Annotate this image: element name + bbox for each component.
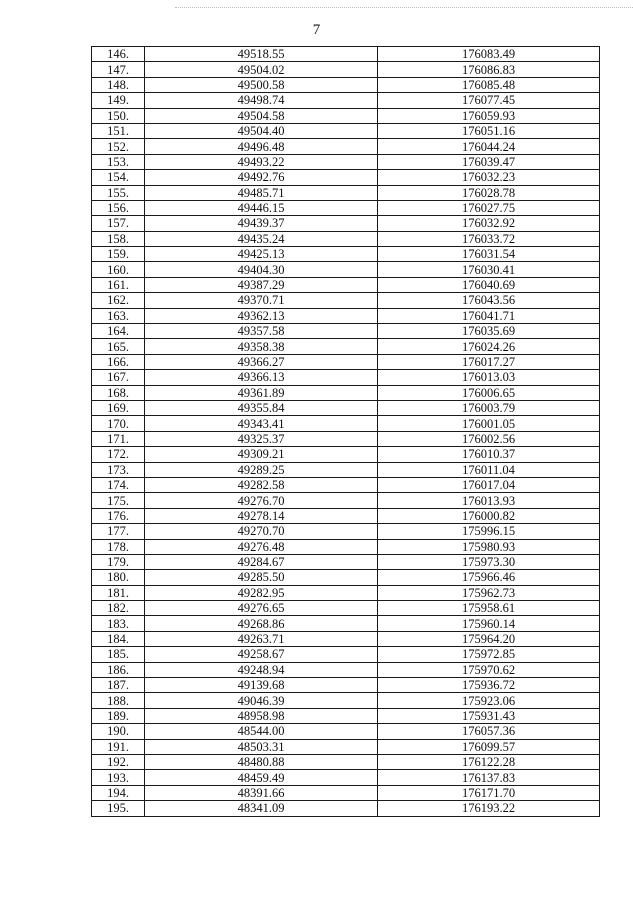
table-row — [92, 616, 600, 631]
y-coordinate-cell: 176086.83 — [378, 62, 600, 77]
y-coordinate-cell: 175936.72 — [378, 678, 600, 693]
point-number-cell: 171. — [92, 431, 145, 446]
y-coordinate-cell: 176085.48 — [378, 77, 600, 92]
y-coordinate-cell: 176001.05 — [378, 416, 600, 431]
x-coordinate-cell: 48391.66 — [145, 785, 378, 800]
table-row — [92, 754, 600, 769]
x-coordinate-cell: 48958.98 — [145, 708, 378, 723]
y-coordinate-cell: 176031.54 — [378, 247, 600, 262]
table-row — [92, 293, 600, 308]
point-number-cell: 155. — [92, 185, 145, 200]
point-number-cell: 154. — [92, 170, 145, 185]
table-row — [92, 185, 600, 200]
y-coordinate-cell: 175972.85 — [378, 647, 600, 662]
table-row — [92, 170, 600, 185]
table-row — [92, 708, 600, 723]
table-row — [92, 416, 600, 431]
table-row — [92, 493, 600, 508]
table-row — [92, 631, 600, 646]
point-number-cell: 183. — [92, 616, 145, 631]
x-coordinate-cell: 49258.67 — [145, 647, 378, 662]
y-coordinate-cell: 175960.14 — [378, 616, 600, 631]
point-number-cell: 179. — [92, 554, 145, 569]
point-number-cell: 153. — [92, 154, 145, 169]
table-row — [92, 62, 600, 77]
y-coordinate-cell: 175923.06 — [378, 693, 600, 708]
table-row — [92, 601, 600, 616]
coordinates-table — [91, 46, 600, 817]
y-coordinate-cell: 176017.27 — [378, 354, 600, 369]
x-coordinate-cell: 49498.74 — [145, 93, 378, 108]
y-coordinate-cell: 176006.65 — [378, 385, 600, 400]
point-number-cell: 175. — [92, 493, 145, 508]
y-coordinate-cell: 176017.04 — [378, 477, 600, 492]
y-coordinate-cell: 176024.26 — [378, 339, 600, 354]
point-number-cell: 156. — [92, 200, 145, 215]
x-coordinate-cell: 49282.58 — [145, 477, 378, 492]
table-row — [92, 524, 600, 539]
y-coordinate-cell: 175980.93 — [378, 539, 600, 554]
y-coordinate-cell: 176032.92 — [378, 216, 600, 231]
x-coordinate-cell: 49500.58 — [145, 77, 378, 92]
table-row — [92, 554, 600, 569]
point-number-cell: 174. — [92, 477, 145, 492]
x-coordinate-cell: 49282.95 — [145, 585, 378, 600]
y-coordinate-cell: 176011.04 — [378, 462, 600, 477]
y-coordinate-cell: 175958.61 — [378, 601, 600, 616]
point-number-cell: 162. — [92, 293, 145, 308]
x-coordinate-cell: 49325.37 — [145, 431, 378, 446]
table-row — [92, 724, 600, 739]
x-coordinate-cell: 48459.49 — [145, 770, 378, 785]
point-number-cell: 189. — [92, 708, 145, 723]
table-row — [92, 785, 600, 800]
point-number-cell: 161. — [92, 277, 145, 292]
table-row — [92, 231, 600, 246]
table-row — [92, 447, 600, 462]
y-coordinate-cell: 175964.20 — [378, 631, 600, 646]
point-number-cell: 168. — [92, 385, 145, 400]
table-row — [92, 108, 600, 123]
y-coordinate-cell: 176035.69 — [378, 324, 600, 339]
x-coordinate-cell: 48341.09 — [145, 801, 378, 816]
x-coordinate-cell: 49263.71 — [145, 631, 378, 646]
table-row — [92, 308, 600, 323]
x-coordinate-cell: 49370.71 — [145, 293, 378, 308]
x-coordinate-cell: 49446.15 — [145, 200, 378, 215]
x-coordinate-cell: 49284.67 — [145, 554, 378, 569]
point-number-cell: 180. — [92, 570, 145, 585]
table-row — [92, 247, 600, 262]
table-row — [92, 47, 600, 62]
coordinates-table-body — [92, 47, 600, 817]
y-coordinate-cell: 176039.47 — [378, 154, 600, 169]
y-coordinate-cell: 176122.28 — [378, 754, 600, 769]
table-row — [92, 216, 600, 231]
y-coordinate-cell: 176013.03 — [378, 370, 600, 385]
y-coordinate-cell: 176051.16 — [378, 123, 600, 138]
table-row — [92, 508, 600, 523]
x-coordinate-cell: 49358.38 — [145, 339, 378, 354]
point-number-cell: 176. — [92, 508, 145, 523]
table-row — [92, 693, 600, 708]
table-row — [92, 739, 600, 754]
y-coordinate-cell: 176028.78 — [378, 185, 600, 200]
y-coordinate-cell: 175970.62 — [378, 662, 600, 677]
table-row — [92, 570, 600, 585]
y-coordinate-cell: 176057.36 — [378, 724, 600, 739]
point-number-cell: 170. — [92, 416, 145, 431]
x-coordinate-cell: 49362.13 — [145, 308, 378, 323]
x-coordinate-cell: 49493.22 — [145, 154, 378, 169]
x-coordinate-cell: 48503.31 — [145, 739, 378, 754]
x-coordinate-cell: 49285.50 — [145, 570, 378, 585]
table-row — [92, 77, 600, 92]
table-row — [92, 200, 600, 215]
y-coordinate-cell: 176193.22 — [378, 801, 600, 816]
x-coordinate-cell: 49276.48 — [145, 539, 378, 554]
y-coordinate-cell: 176030.41 — [378, 262, 600, 277]
table-row — [92, 139, 600, 154]
x-coordinate-cell: 49309.21 — [145, 447, 378, 462]
table-row — [92, 385, 600, 400]
x-coordinate-cell: 49439.37 — [145, 216, 378, 231]
y-coordinate-cell: 176044.24 — [378, 139, 600, 154]
x-coordinate-cell: 49276.65 — [145, 601, 378, 616]
x-coordinate-cell: 49425.13 — [145, 247, 378, 262]
x-coordinate-cell: 49492.76 — [145, 170, 378, 185]
x-coordinate-cell: 49139.68 — [145, 678, 378, 693]
table-row — [92, 431, 600, 446]
point-number-cell: 194. — [92, 785, 145, 800]
point-number-cell: 147. — [92, 62, 145, 77]
point-number-cell: 185. — [92, 647, 145, 662]
point-number-cell: 184. — [92, 631, 145, 646]
point-number-cell: 191. — [92, 739, 145, 754]
table-row — [92, 647, 600, 662]
y-coordinate-cell: 176002.56 — [378, 431, 600, 446]
point-number-cell: 167. — [92, 370, 145, 385]
top-edge-rule — [175, 7, 633, 8]
point-number-cell: 195. — [92, 801, 145, 816]
table-row — [92, 801, 600, 816]
x-coordinate-cell: 49046.39 — [145, 693, 378, 708]
table-row — [92, 339, 600, 354]
y-coordinate-cell: 175966.46 — [378, 570, 600, 585]
y-coordinate-cell: 176041.71 — [378, 308, 600, 323]
y-coordinate-cell: 175962.73 — [378, 585, 600, 600]
table-row — [92, 154, 600, 169]
table-row — [92, 123, 600, 138]
y-coordinate-cell: 176077.45 — [378, 93, 600, 108]
point-number-cell: 146. — [92, 47, 145, 62]
table-row — [92, 585, 600, 600]
point-number-cell: 187. — [92, 678, 145, 693]
y-coordinate-cell: 176027.75 — [378, 200, 600, 215]
table-row — [92, 93, 600, 108]
y-coordinate-cell: 175996.15 — [378, 524, 600, 539]
point-number-cell: 177. — [92, 524, 145, 539]
y-coordinate-cell: 176083.49 — [378, 47, 600, 62]
point-number-cell: 188. — [92, 693, 145, 708]
table-row — [92, 370, 600, 385]
x-coordinate-cell: 49504.58 — [145, 108, 378, 123]
x-coordinate-cell: 48544.00 — [145, 724, 378, 739]
x-coordinate-cell: 49278.14 — [145, 508, 378, 523]
point-number-cell: 163. — [92, 308, 145, 323]
table-row — [92, 662, 600, 677]
y-coordinate-cell: 176043.56 — [378, 293, 600, 308]
y-coordinate-cell: 176040.69 — [378, 277, 600, 292]
table-row — [92, 354, 600, 369]
x-coordinate-cell: 49289.25 — [145, 462, 378, 477]
x-coordinate-cell: 49366.13 — [145, 370, 378, 385]
table-row — [92, 477, 600, 492]
table-row — [92, 262, 600, 277]
point-number-cell: 152. — [92, 139, 145, 154]
table-row — [92, 324, 600, 339]
y-coordinate-cell: 176059.93 — [378, 108, 600, 123]
x-coordinate-cell: 49485.71 — [145, 185, 378, 200]
x-coordinate-cell: 49387.29 — [145, 277, 378, 292]
point-number-cell: 165. — [92, 339, 145, 354]
x-coordinate-cell: 49357.58 — [145, 324, 378, 339]
point-number-cell: 149. — [92, 93, 145, 108]
table-row — [92, 462, 600, 477]
point-number-cell: 157. — [92, 216, 145, 231]
point-number-cell: 190. — [92, 724, 145, 739]
y-coordinate-cell: 176003.79 — [378, 400, 600, 415]
point-number-cell: 181. — [92, 585, 145, 600]
x-coordinate-cell: 49496.48 — [145, 139, 378, 154]
y-coordinate-cell: 176032.23 — [378, 170, 600, 185]
x-coordinate-cell: 49366.27 — [145, 354, 378, 369]
x-coordinate-cell: 49268.86 — [145, 616, 378, 631]
x-coordinate-cell: 49435.24 — [145, 231, 378, 246]
table-row — [92, 770, 600, 785]
x-coordinate-cell: 49361.89 — [145, 385, 378, 400]
point-number-cell: 169. — [92, 400, 145, 415]
y-coordinate-cell: 176010.37 — [378, 447, 600, 462]
point-number-cell: 166. — [92, 354, 145, 369]
x-coordinate-cell: 49248.94 — [145, 662, 378, 677]
y-coordinate-cell: 176171.70 — [378, 785, 600, 800]
point-number-cell: 158. — [92, 231, 145, 246]
x-coordinate-cell: 49355.84 — [145, 400, 378, 415]
point-number-cell: 182. — [92, 601, 145, 616]
x-coordinate-cell: 49276.70 — [145, 493, 378, 508]
y-coordinate-cell: 176000.82 — [378, 508, 600, 523]
x-coordinate-cell: 49504.02 — [145, 62, 378, 77]
point-number-cell: 148. — [92, 77, 145, 92]
y-coordinate-cell: 176099.57 — [378, 739, 600, 754]
table-row — [92, 539, 600, 554]
point-number-cell: 186. — [92, 662, 145, 677]
x-coordinate-cell: 49504.40 — [145, 123, 378, 138]
y-coordinate-cell: 176013.93 — [378, 493, 600, 508]
point-number-cell: 193. — [92, 770, 145, 785]
x-coordinate-cell: 49343.41 — [145, 416, 378, 431]
point-number-cell: 173. — [92, 462, 145, 477]
table-row — [92, 277, 600, 292]
point-number-cell: 192. — [92, 754, 145, 769]
y-coordinate-cell: 176137.83 — [378, 770, 600, 785]
page-number: 7 — [312, 22, 321, 38]
point-number-cell: 164. — [92, 324, 145, 339]
table-row — [92, 678, 600, 693]
point-number-cell: 172. — [92, 447, 145, 462]
x-coordinate-cell: 49518.55 — [145, 47, 378, 62]
y-coordinate-cell: 176033.72 — [378, 231, 600, 246]
x-coordinate-cell: 49270.70 — [145, 524, 378, 539]
x-coordinate-cell: 49404.30 — [145, 262, 378, 277]
y-coordinate-cell: 175931.43 — [378, 708, 600, 723]
x-coordinate-cell: 48480.88 — [145, 754, 378, 769]
point-number-cell: 178. — [92, 539, 145, 554]
point-number-cell: 150. — [92, 108, 145, 123]
point-number-cell: 151. — [92, 123, 145, 138]
point-number-cell: 159. — [92, 247, 145, 262]
y-coordinate-cell: 175973.30 — [378, 554, 600, 569]
table-row — [92, 400, 600, 415]
point-number-cell: 160. — [92, 262, 145, 277]
